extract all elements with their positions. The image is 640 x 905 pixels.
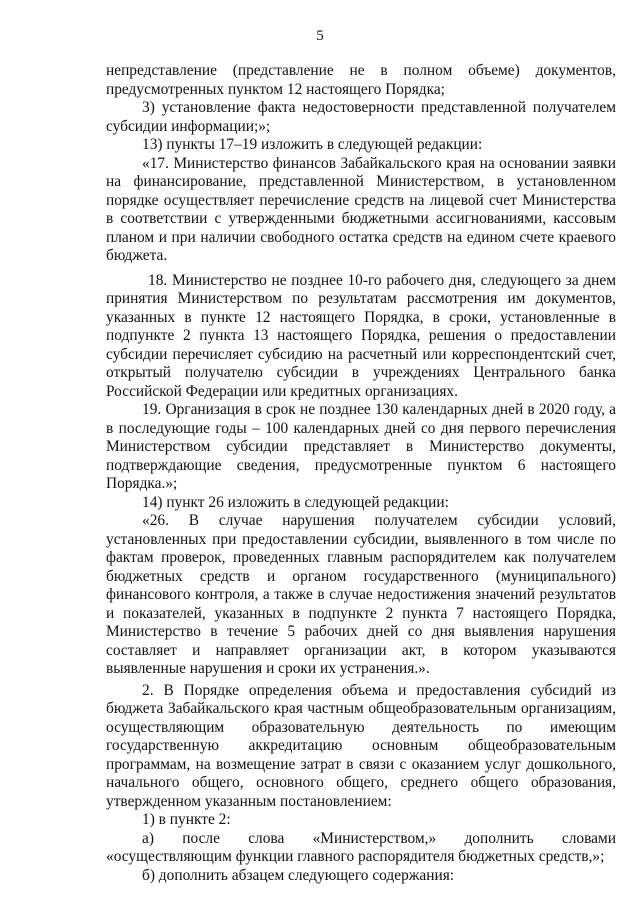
paragraph-item-14: 14) пункт 26 изложить в следующей редакции:	[142, 493, 449, 511]
paragraph-continuation: непредставление (представление не в полном объеме) документов, предусмотренных пунктом 12 настоящего Порядка;	[106, 62, 616, 98]
paragraph-section-2: 2. В Порядке определения объема и предоставления субсидий из бюджета Забайкальского края частным общеобразовательным организациям, осуществляющим образовательную деятельность по имеющим государственную аккредитацию основным общеобразовательным программам, на возмещение затрат в связи с оказанием услуг дошкольного, начального общего, основного общего, среднего общего образования, утвержденном указанным постановлением:	[106, 681, 616, 810]
document-body	[106, 62, 616, 885]
paragraph-subitem-1: 1) в пункте 2:	[142, 811, 231, 828]
paragraph-subitem-b: б) дополнить абзацем следующего содержания:	[142, 866, 455, 884]
paragraph-clause-26: «26. В случае нарушения получателем субсидии условий, установленных при предоставлении субсидии, выявленного в том числе по фактам проверок, проведенных главным распорядителем как получателем бюджетных средств и органом государственного (муниципального) финансового контроля, а также в случае недостижения значений результатов и показателей, указанных в подпункте 2 пункта 7 настоящего Порядка, Министерство в течение 5 рабочих дней со дня выявления нарушения составляет и направляет организации акт, в котором указываются выявленные нарушения и сроки их устранения.».	[106, 512, 616, 677]
page-number: 5	[316, 28, 324, 44]
paragraph-item-13: 13) пункты 17–19 изложить в следующей редакции:	[142, 136, 483, 153]
paragraph-clause-19: 19. Организация в срок не позднее 130 календарных дней в 2020 году, а в последующие годы – 100 календарных дней со дня первого перечисления Министерством субсидии представляет в Министерство документы, подтверждающие сведения, предусмотренные пунктом 6 настоящего Порядка.»;	[106, 401, 616, 492]
paragraph-clause-18: 18. Министерство не позднее 10-го рабочего дня, следующего за днем принятия Министерством по результатам рассмотрения им документов, указанных в пункте 12 настоящего Порядка, в сроки, установленные в подпункте 2 пункта 13 настоящего Порядка, решения о предоставлении субсидии перечисляет субсидию на расчетный или корреспондентский счет, открытый получателю субсидии в учреждениях Центрального банка Российской Федерации или кредитных организациях.	[106, 271, 616, 400]
paragraph-subitem-a: а) после слова «Министерством,» дополнить словами «осуществляющим функции главного распорядителя бюджетных средств,»;	[106, 829, 616, 865]
paragraph-item-3: 3) установление факта недостоверности представленной получателем субсидии информации;»;	[106, 99, 616, 135]
paragraph-clause-17: «17. Министерство финансов Забайкальского края на основании заявки на финансирование, представленной Министерством, в установленном порядке осуществляет перечисление средств на лицевой счет Министерства в соответствии с утвержденными бюджетными ассигнованиями, кассовым планом и при наличии свободного остатка средств на едином счете краевого бюджета.	[106, 154, 616, 264]
